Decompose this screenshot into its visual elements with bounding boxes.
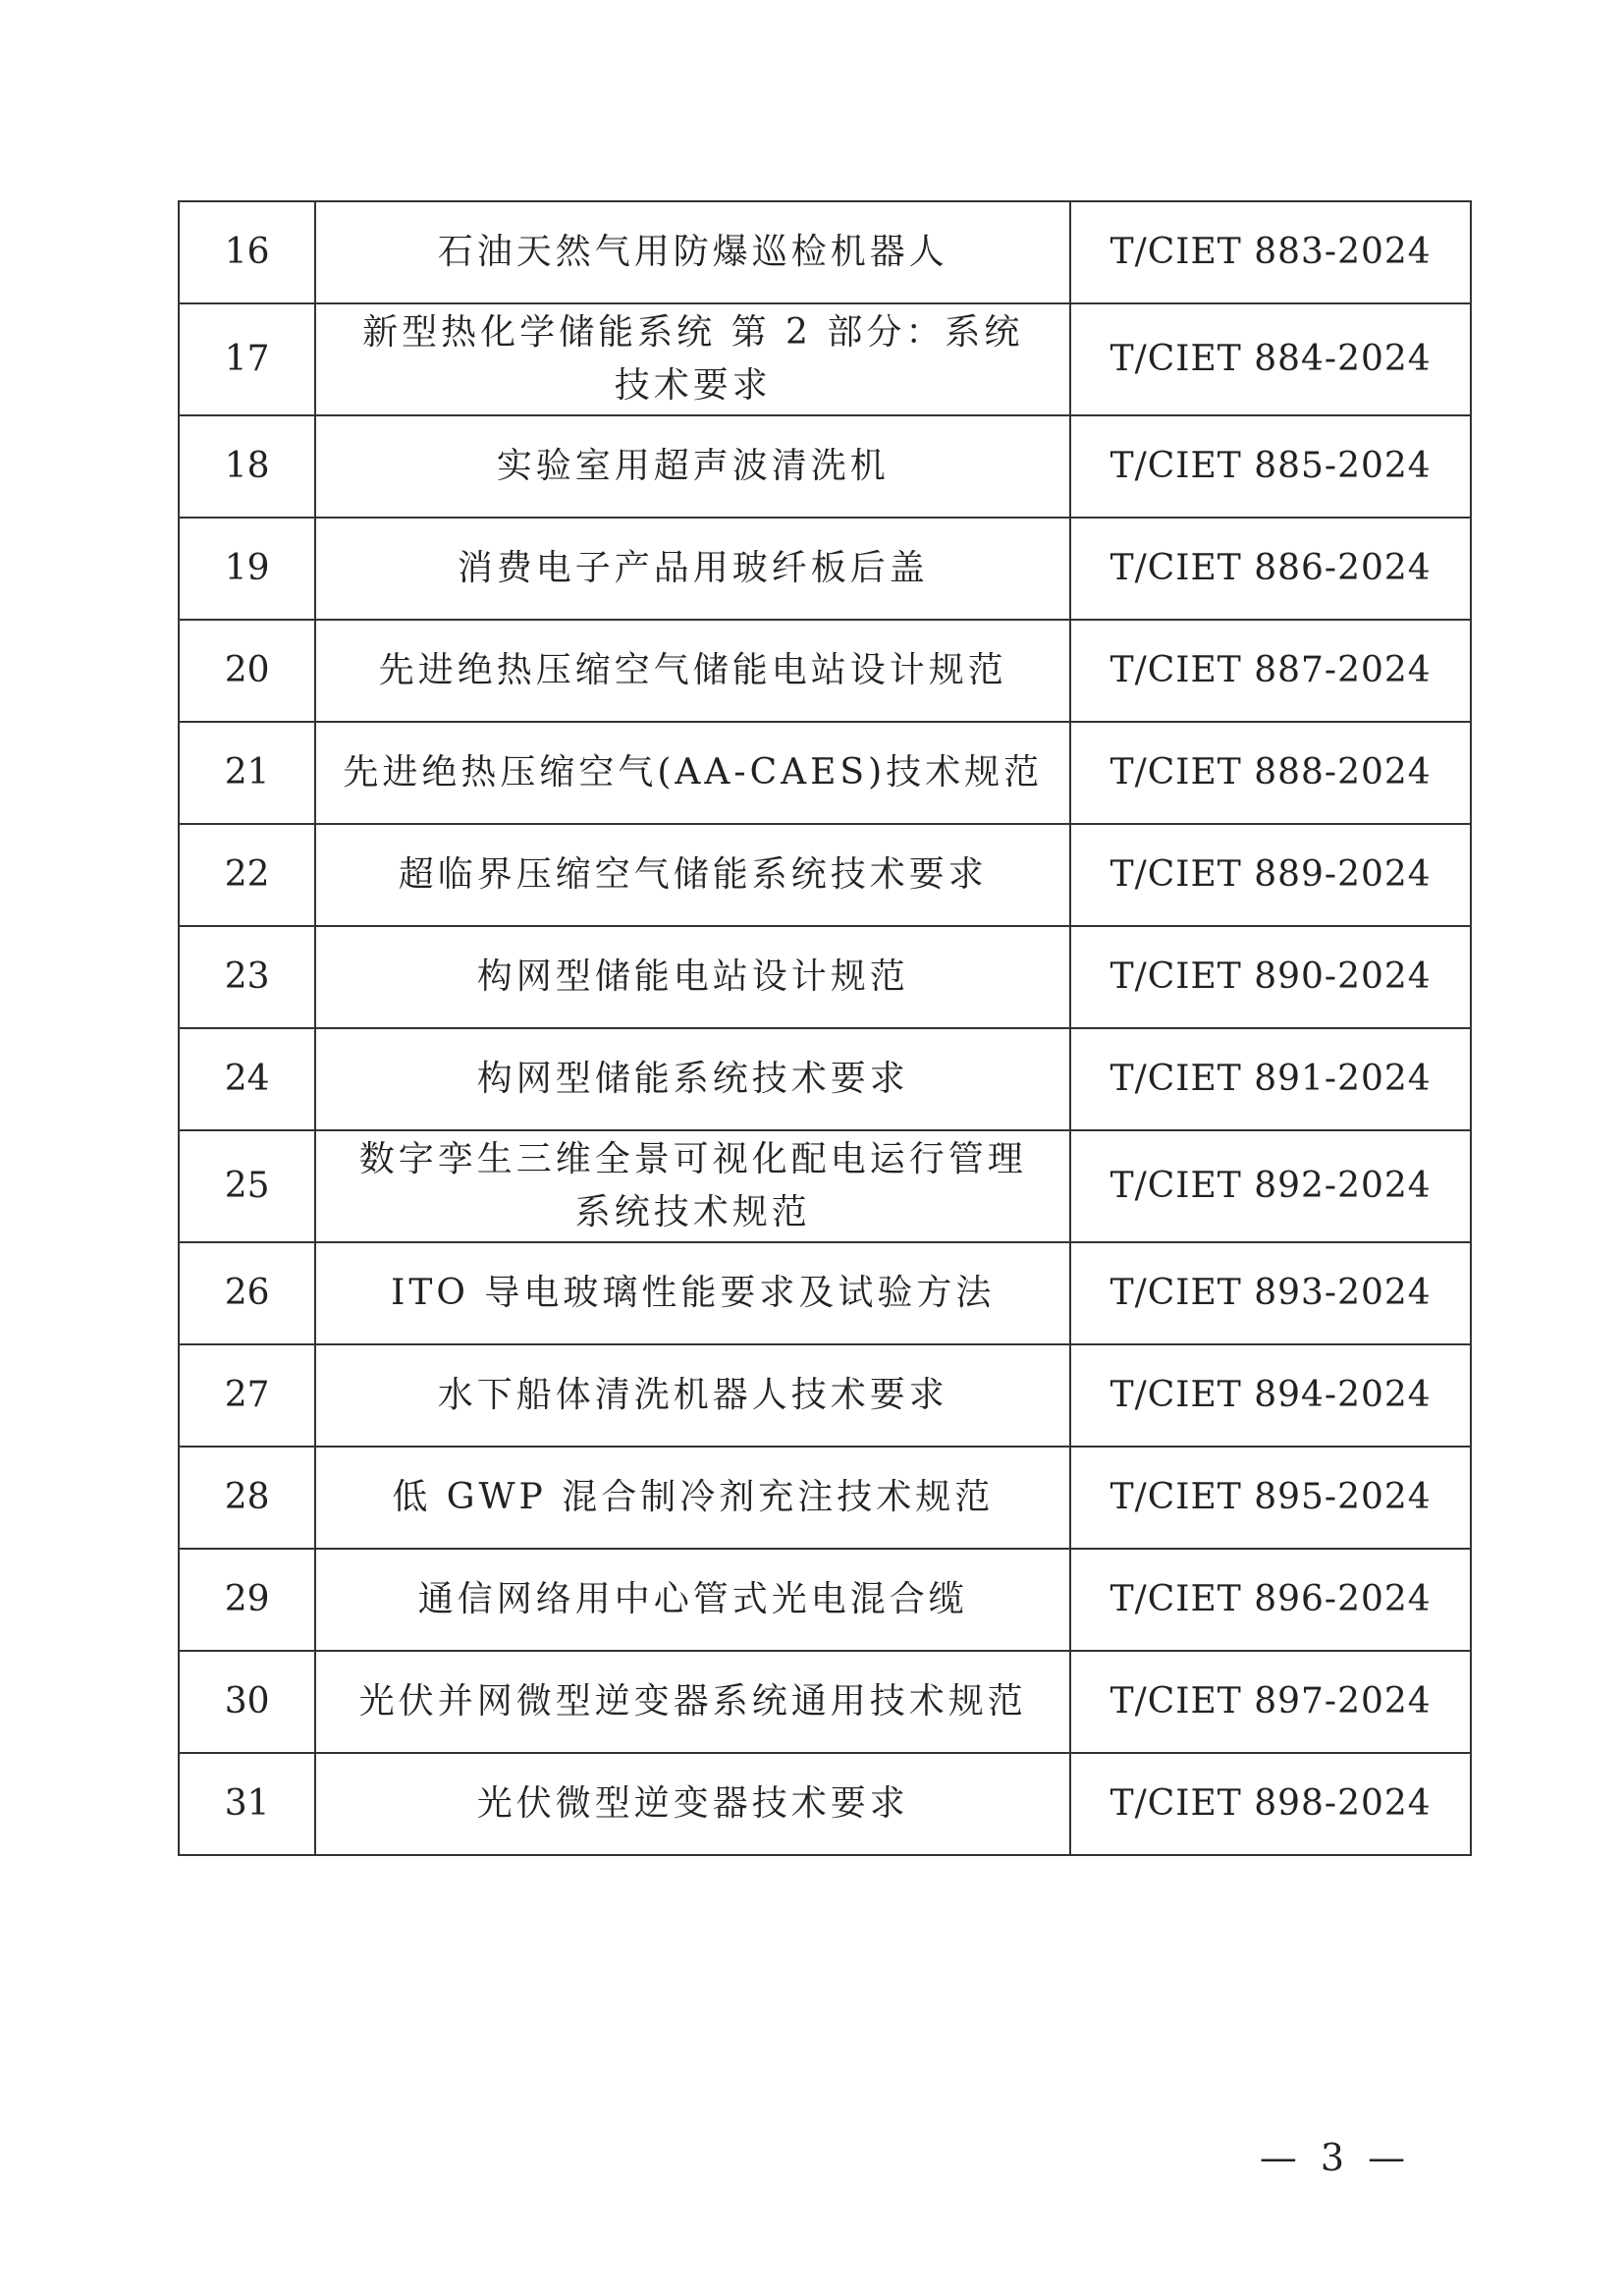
row-number: 16	[179, 201, 315, 303]
row-number: 17	[179, 303, 315, 415]
standard-name-line: 超临界压缩空气储能系统技术要求	[398, 854, 988, 895]
standard-code: T/CIET 892-2024	[1070, 1130, 1471, 1242]
standard-name	[315, 824, 1070, 926]
standard-name-line: 消费电子产品用玻纤板后盖	[457, 548, 929, 588]
standard-name-line: 低 GWP 混合制冷剂充注技术规范	[392, 1477, 995, 1517]
table-row	[179, 926, 1471, 1028]
table-row	[179, 201, 1471, 303]
standard-code: T/CIET 891-2024	[1070, 1028, 1471, 1130]
standard-name	[315, 1028, 1070, 1130]
table-row	[179, 620, 1471, 722]
standard-name-line: 通信网络用中心管式光电混合缆	[417, 1579, 968, 1619]
standard-name-line: ITO 导电玻璃性能要求及试验方法	[391, 1273, 996, 1313]
table-row	[179, 1344, 1471, 1447]
standard-name	[315, 518, 1070, 620]
standard-name	[315, 1753, 1070, 1855]
standard-name	[315, 303, 1070, 415]
standard-name-line: 构网型储能系统技术要求	[476, 1059, 909, 1099]
table-row	[179, 722, 1471, 824]
standard-code: T/CIET 898-2024	[1070, 1753, 1471, 1855]
standard-name-line: 先进绝热压缩空气储能电站设计规范	[378, 650, 1007, 690]
standard-name-line: 数字孪生三维全景可视化配电运行管理	[358, 1139, 1027, 1179]
row-number: 22	[179, 824, 315, 926]
standard-code: T/CIET 889-2024	[1070, 824, 1471, 926]
standards-table-body	[179, 201, 1471, 1855]
standard-code: T/CIET 895-2024	[1070, 1447, 1471, 1549]
standard-name	[315, 201, 1070, 303]
standard-code: T/CIET 894-2024	[1070, 1344, 1471, 1447]
standard-name	[315, 415, 1070, 518]
standard-code: T/CIET 886-2024	[1070, 518, 1471, 620]
row-number: 29	[179, 1549, 315, 1651]
standard-name	[315, 722, 1070, 824]
standard-code: T/CIET 888-2024	[1070, 722, 1471, 824]
standard-name	[315, 1651, 1070, 1753]
page-number: — 3 —	[1259, 2136, 1412, 2179]
standard-code: T/CIET 883-2024	[1070, 201, 1471, 303]
standard-name	[315, 1549, 1070, 1651]
row-number: 28	[179, 1447, 315, 1549]
standard-name-line: 光伏并网微型逆变器系统通用技术规范	[358, 1681, 1027, 1722]
standard-code: T/CIET 887-2024	[1070, 620, 1471, 722]
standard-code: T/CIET 897-2024	[1070, 1651, 1471, 1753]
table-row	[179, 1447, 1471, 1549]
table-row	[179, 303, 1471, 415]
standard-name	[315, 1447, 1070, 1549]
standard-name-line: 系统技术规范	[574, 1192, 811, 1232]
standard-name-line: 光伏微型逆变器技术要求	[476, 1783, 909, 1824]
row-number: 30	[179, 1651, 315, 1753]
standard-name	[315, 1130, 1070, 1242]
standard-name-line: 先进绝热压缩空气(AA-CAES)技术规范	[343, 752, 1044, 793]
table-row	[179, 1753, 1471, 1855]
row-number: 21	[179, 722, 315, 824]
standard-name	[315, 1344, 1070, 1447]
table-row	[179, 415, 1471, 518]
table-row	[179, 824, 1471, 926]
table-row	[179, 1130, 1471, 1242]
standard-code: T/CIET 884-2024	[1070, 303, 1471, 415]
standard-name	[315, 620, 1070, 722]
table-row	[179, 518, 1471, 620]
standard-name-line: 石油天然气用防爆巡检机器人	[437, 232, 948, 272]
standard-name-line: 构网型储能电站设计规范	[476, 957, 909, 997]
row-number: 25	[179, 1130, 315, 1242]
row-number: 23	[179, 926, 315, 1028]
row-number: 27	[179, 1344, 315, 1447]
standard-name-line: 技术要求	[614, 365, 772, 406]
row-number: 19	[179, 518, 315, 620]
standard-name-line: 实验室用超声波清洗机	[496, 446, 890, 486]
table-row	[179, 1242, 1471, 1344]
row-number: 31	[179, 1753, 315, 1855]
standard-code: T/CIET 893-2024	[1070, 1242, 1471, 1344]
standard-code: T/CIET 885-2024	[1070, 415, 1471, 518]
table-row	[179, 1028, 1471, 1130]
table-row	[179, 1651, 1471, 1753]
row-number: 26	[179, 1242, 315, 1344]
table-row	[179, 1549, 1471, 1651]
standard-name-line: 新型热化学储能系统 第 2 部分：系统	[362, 312, 1024, 353]
standard-code: T/CIET 896-2024	[1070, 1549, 1471, 1651]
row-number: 24	[179, 1028, 315, 1130]
standard-code: T/CIET 890-2024	[1070, 926, 1471, 1028]
standard-name-line: 水下船体清洗机器人技术要求	[437, 1375, 948, 1415]
standard-name	[315, 1242, 1070, 1344]
standard-name	[315, 926, 1070, 1028]
standards-table	[178, 200, 1472, 1856]
row-number: 20	[179, 620, 315, 722]
row-number: 18	[179, 415, 315, 518]
